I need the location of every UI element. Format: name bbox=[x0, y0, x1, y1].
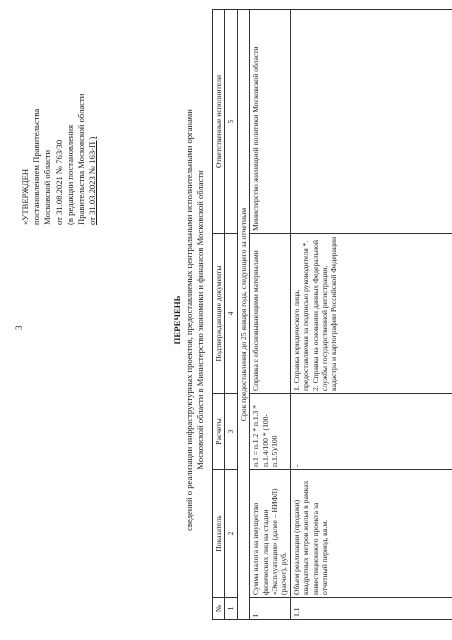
row-documents: 1. Справка юридического лица, предоставляемая за подписью руководителя *. 2. Справка на основании данных Федеральной службы государственной регистрации, кадастра и картографии Российской Федерации bbox=[290, 234, 452, 394]
approval-date-line: от 31.03.2023 № 163-П ) bbox=[87, 136, 98, 225]
row-calculation: - bbox=[290, 394, 452, 470]
approval-line: (в редакции постановления bbox=[64, 124, 75, 225]
header-cell: Подтверждающие документы bbox=[213, 234, 225, 394]
data-table bbox=[212, 9, 452, 620]
page-number: 3 bbox=[14, 325, 24, 330]
row-number: 1.1 bbox=[290, 598, 452, 620]
header-cell: Ответственные исполнители bbox=[213, 10, 225, 234]
section-row bbox=[237, 10, 249, 620]
row-documents: Справка с обосновывающими материалами bbox=[250, 234, 291, 394]
table-header-row bbox=[213, 10, 225, 620]
column-number: 1 bbox=[225, 598, 237, 620]
approval-line: «УТВЕРЖДЕН bbox=[20, 168, 30, 225]
column-number-row bbox=[225, 10, 237, 620]
column-number: 5 bbox=[225, 10, 237, 234]
subtitle-line: сведений о реализации инфраструктурных проектов, предоставляемых центральными исполнительными органами bbox=[184, 109, 194, 531]
document-subtitle bbox=[184, 60, 206, 580]
row-number: I bbox=[250, 598, 291, 620]
row-indicator: Объем реализации (продажи) квадратных метров жилья в рамках инвестиционного проекта за отчетный период, кв.м. bbox=[290, 470, 452, 598]
table-row bbox=[290, 10, 452, 620]
document-title: ПЕРЕЧЕНЬ bbox=[172, 295, 182, 345]
header-cell: Расчеты bbox=[213, 394, 225, 470]
table-row bbox=[250, 10, 291, 620]
approval-line: Правительства Московской области bbox=[76, 93, 87, 225]
row-executor bbox=[290, 10, 452, 234]
approval-block bbox=[20, 94, 98, 225]
column-number: 2 bbox=[225, 470, 237, 598]
row-executor: Министерство жилищной политики Московской области bbox=[250, 10, 291, 234]
approval-line: постановлением Правительства bbox=[31, 108, 42, 225]
column-number: 3 bbox=[225, 394, 237, 470]
row-calculation: п.1 = п.1.2 * п.1.3 * п.1.4/100 * (100-п.1.5)/100 bbox=[250, 394, 291, 470]
column-number: 4 bbox=[225, 234, 237, 394]
approval-line: от 31.08.2021 № 763/30 bbox=[53, 139, 64, 225]
section-heading: Срок предоставления до 25 января года, следующего за отчетным bbox=[237, 10, 249, 620]
subtitle-line: Московской области в Министерство экономики и финансов Московской области bbox=[195, 170, 205, 470]
header-cell: Показатель bbox=[213, 470, 225, 598]
header-cell: № bbox=[213, 598, 225, 620]
row-indicator: Сумма налога на имущество физических лиц на стадии «Эксплуатация» (далее – НИФЛ)(расчет), руб. bbox=[250, 470, 291, 598]
approval-line: Московской области bbox=[42, 149, 53, 225]
